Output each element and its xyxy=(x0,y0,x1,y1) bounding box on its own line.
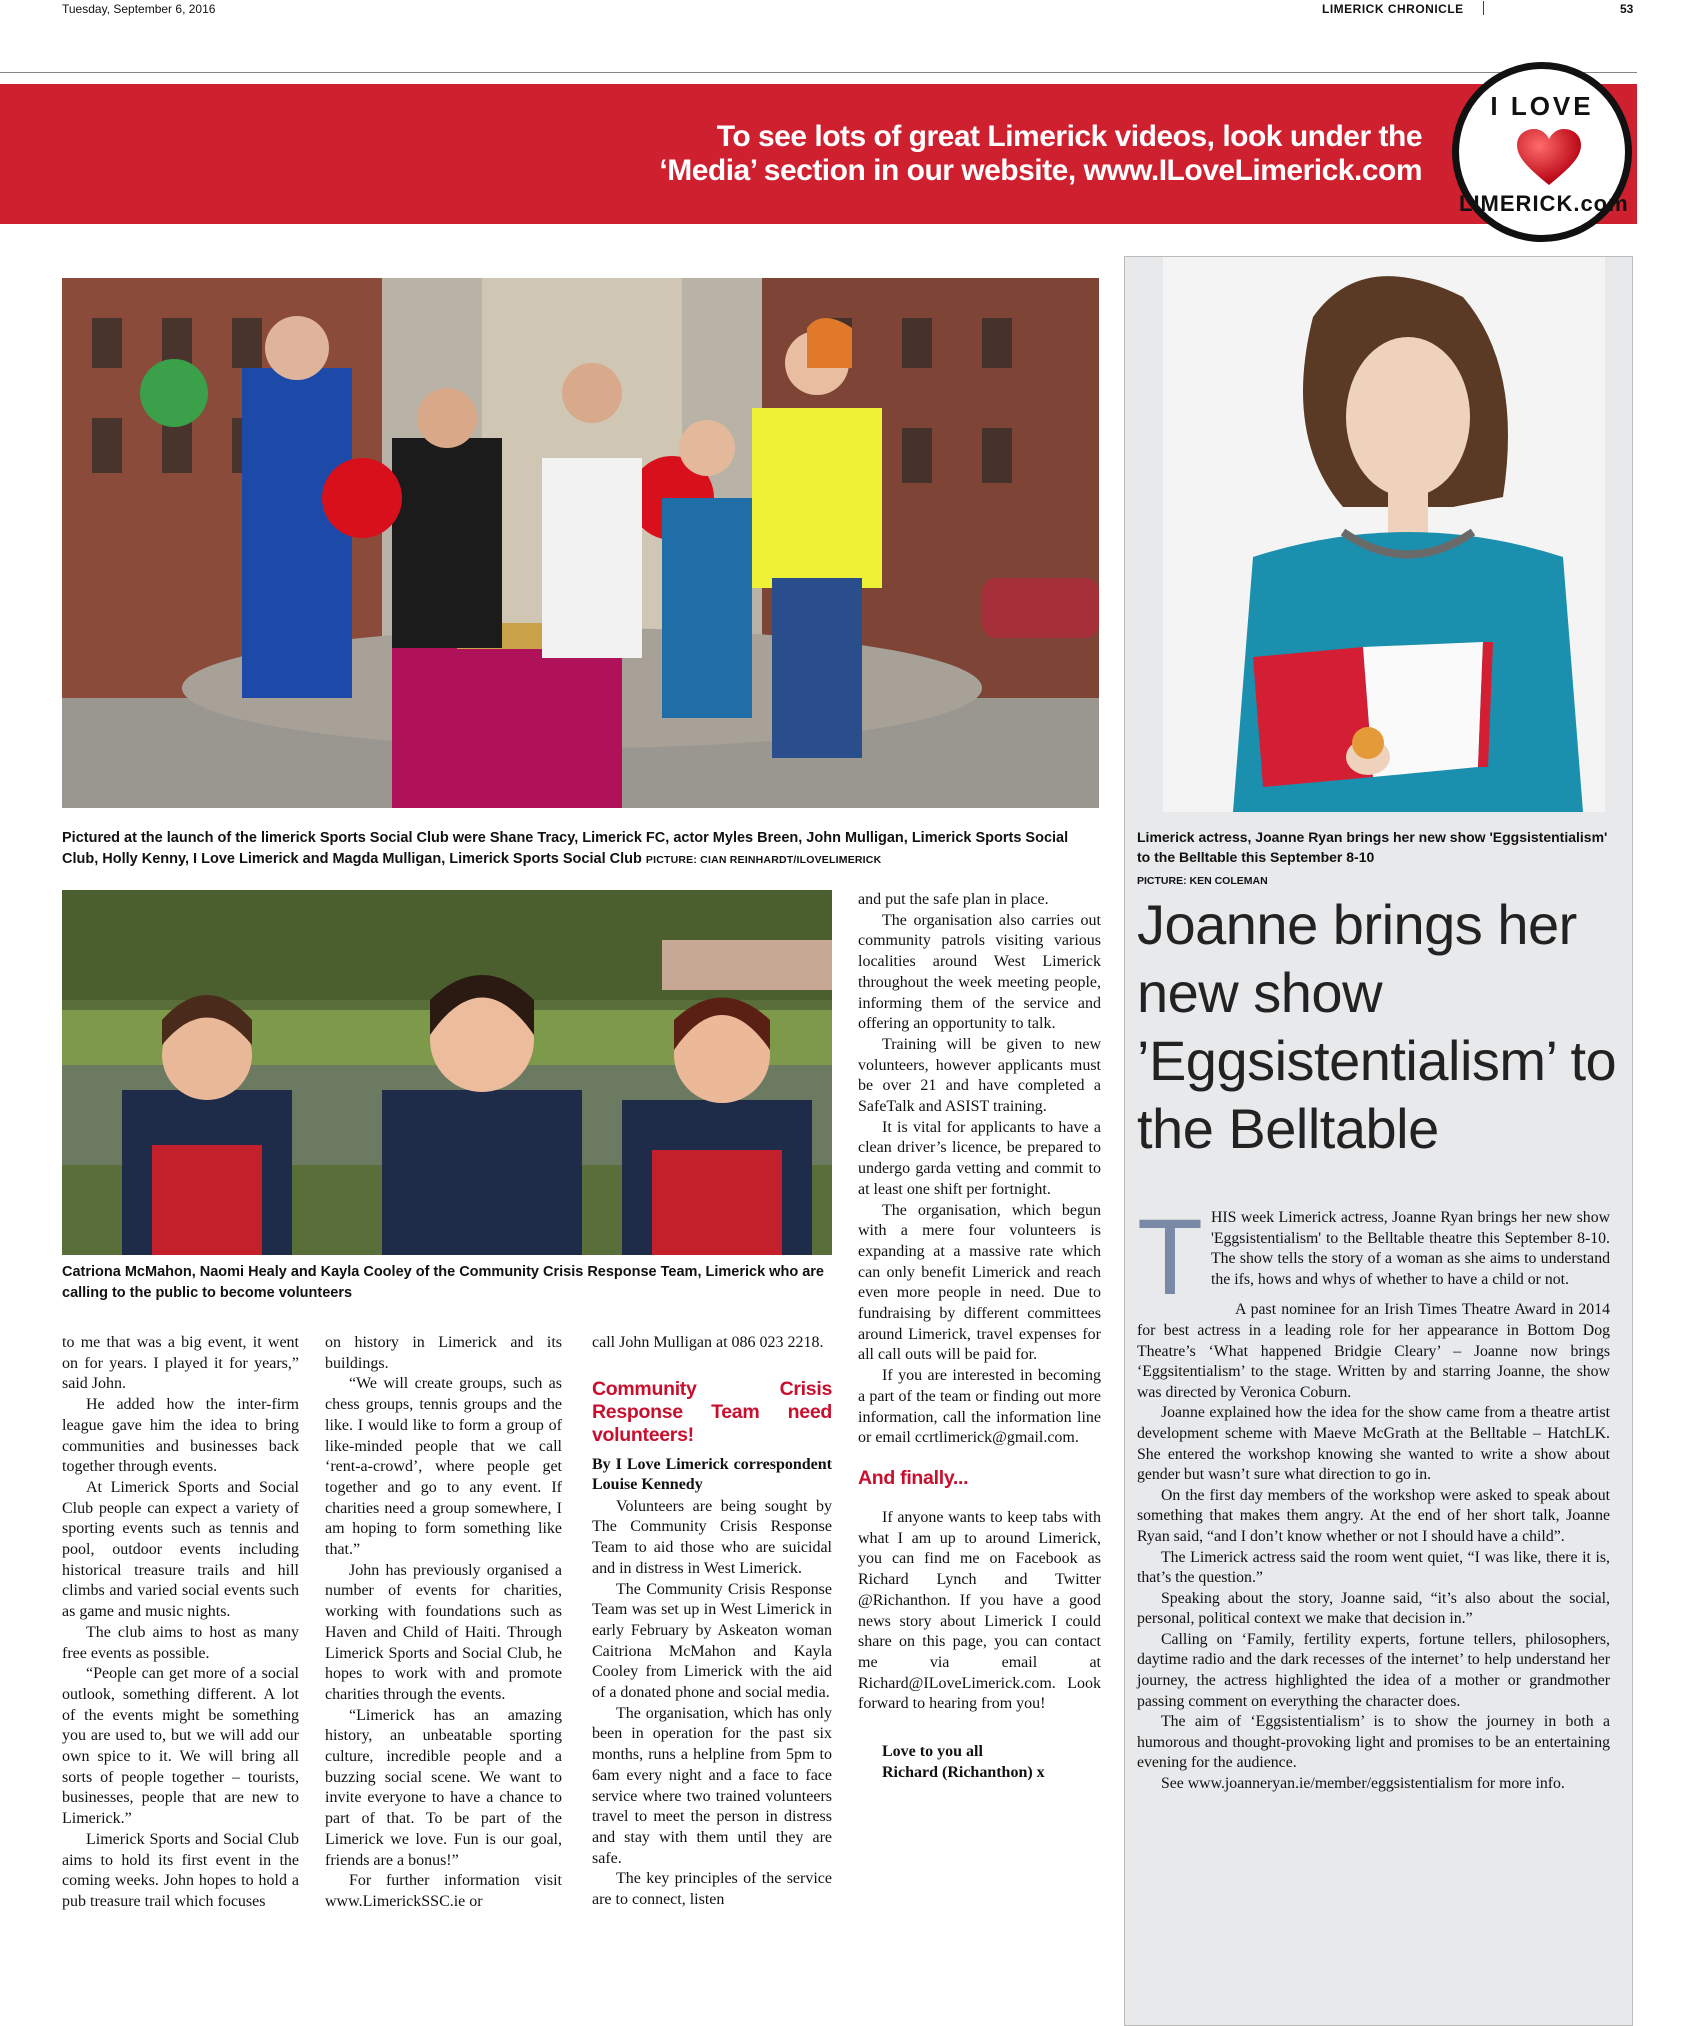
sports-club-photo xyxy=(62,278,1099,808)
paragraph: The organisation, which begun with a mere four volunteers is expanding at a massive rate which can only benefit Limerick and reach even more people in need. Due to fundraising by different committees around Limerick, travel expenses for all call outs will be paid for. xyxy=(858,1201,1101,1364)
paragraph: See www.joanneryan.ie/member/eggsistentialism for more info. xyxy=(1161,1775,1565,1793)
sign-off-line-2: Richard (Richanthon) x xyxy=(882,1764,1045,1782)
photo-credit: PICTURE: CIAN REINHARDT/ILOVELIMERICK xyxy=(645,854,882,866)
paragraph: At Limerick Sports and Social Club people can expect a variety of sporting events such as tennis and pool, outdoor events including historical treasure trails and hill climbs and varied social events such as game and music nights. xyxy=(62,1478,299,1621)
promo-banner xyxy=(0,84,1637,224)
drop-cap: T xyxy=(1137,1196,1203,1317)
banner-text xyxy=(422,120,1422,188)
paragraph: call John Mulligan at 086 023 2218. xyxy=(592,1334,824,1351)
paragraph: The Limerick actress said the room went quiet, “I was like, there it is, that’s the question.” xyxy=(1137,1548,1610,1587)
banner-line-1: To see lots of great Limerick videos, look under the xyxy=(716,120,1422,153)
and-finally-subhead: And finally... xyxy=(858,1466,969,1489)
page-header xyxy=(0,0,1683,20)
paragraph: John has previously organised a number of events for charities, working with foundations such as Haven and Child of Haiti. Through Limerick Sports and Social Club, he hopes to work with and promote charities through the events. xyxy=(325,1561,562,1703)
crisis-team-photo xyxy=(62,890,832,1255)
paragraph: The organisation, which has only been in operation for the past six months, runs a helpline from 5pm to 6am every night and a face to face service where two trained volunteers travel to meet the person in distress and stay with them until they are safe. xyxy=(592,1704,832,1867)
header-divider xyxy=(1483,1,1484,15)
paragraph: Volunteers are being sought by The Community Crisis Response Team to aid those who are suicidal and in distress in West Limerick. xyxy=(592,1497,832,1577)
paragraph: It is vital for applicants to have a clean driver’s licence, be prepared to undergo garda vetting and commit to at least one shift per fortnight. xyxy=(858,1118,1101,1198)
paragraph: For further information visit www.LimerickSSC.ie or xyxy=(325,1872,562,1910)
joanne-photo-credit: PICTURE: KEN COLEMAN xyxy=(1137,875,1268,887)
spacer xyxy=(1137,1290,1610,1300)
paragraph: The key principles of the service are to connect, listen xyxy=(592,1870,832,1909)
joanne-photo xyxy=(1163,257,1605,812)
article-column-1 xyxy=(62,1333,299,1913)
issue-date: Tuesday, September 6, 2016 xyxy=(62,2,216,16)
paragraph: If anyone wants to keep tabs with what I am up to around Limerick, you can find me on Facebook as Richard Lynch and Twitter @Richanthon. If you have a good news story about Limerick I could share on this page, you can contact me via email at Richard@ILoveLimerick.com. Look forward to hearing from you! xyxy=(858,1508,1101,1713)
paragraph: The Community Crisis Response Team was set up in West Limerick in early February by Askeaton woman Caitriona McMahon and Kayla Cooley from Limerick with the aid of a donated phone and social media. xyxy=(592,1580,832,1702)
paragraph: On the first day members of the workshop were asked to speak about something that makes them angry. At the end of her short talk, Joanne Ryan said, “and I don’t know whether or not I should have a child”. xyxy=(1137,1486,1610,1545)
paragraph: Speaking about the story, Joanne said, “it’s also about the social, personal, political context we make that decision in.” xyxy=(1137,1589,1610,1628)
paragraph: on history in Limerick and its buildings. xyxy=(325,1334,562,1372)
paragraph: The aim of ‘Eggsistentialism’ is to show the journey in both a humorous and thought-provoking light and promises to be an entertaining evening for the audience. xyxy=(1137,1713,1610,1772)
paragraph: Training will be given to new volunteers, however applicants must be over 21 and have completed a SafeTalk and ASIST training. xyxy=(858,1035,1101,1116)
sign-off-line-1: Love to you all xyxy=(882,1743,983,1761)
article-column-3 xyxy=(592,1333,832,1911)
joanne-article-body xyxy=(1137,1196,1610,1795)
paragraph: If you are interested in becoming a part of the team or finding out more information, call the information line or email ccrtlimerick@gmail.com. xyxy=(858,1367,1101,1447)
paragraph: to me that was a big event, it went on for years. I played it for years,” said John. xyxy=(62,1334,299,1393)
joanne-headline: Joanne brings her new show ’Eggsistentialism’ to the Belltable xyxy=(1137,893,1617,1160)
paragraph: He added how the inter-firm league gave him the idea to bring communities and businesses back together through events. xyxy=(62,1396,299,1476)
joanne-caption: Limerick actress, Joanne Ryan brings her new show 'Eggsistentialism' to the Belltable this September 8-10 xyxy=(1137,829,1608,865)
article-column-2 xyxy=(325,1333,562,1913)
paragraph: “Limerick has an amazing history, an unbeatable sporting culture, incredible people and a buzzing social scene. We want to invite everyone to have a chance to part of that. To be part of the Limerick we love. Fun is our goal, friends are a bonus!” xyxy=(325,1706,562,1869)
article-column-4 xyxy=(858,890,1101,1783)
paragraph: “People can get more of a social outlook, something different. A lot of the events might be something you are used to, but we will add our own spice to it. We will bring all sorts of people together – tourists, businesses, people that are new to Limerick.” xyxy=(62,1665,299,1828)
first-paragraph-text: HIS week Limerick actress, Joanne Ryan brings her new show 'Eggsistentialism' to the Belltable theatre this September 8-10. The show tells the story of a woman as she aims to understand the ifs, hows and whys of whether to have a child or not. xyxy=(1210,1209,1610,1288)
paragraph: A past nominee for an Irish Times Theatre Award in 2014 for best actress in a leading role for her appearance in Bottom Dog Theatre’s ‘What happened Bridgie Cleary’ – Joanne now brings ‘Eggsitentialism’ to the stage. Written by and starring Joanne, the show was directed by Veronica Coburn. xyxy=(1137,1301,1610,1401)
page-number: 53 xyxy=(1620,2,1634,16)
sign-off xyxy=(858,1741,1101,1783)
header-rule xyxy=(0,72,1637,73)
paragraph: Joanne explained how the idea for the show came from a theatre artist development scheme with Maeve McGrath at the Belltable – HatchLK. She entered the workshop knowing she wanted to write a show about gender but wasn’t sure what direction to go in. xyxy=(1137,1404,1610,1484)
paragraph: Calling on ‘Family, fertility experts, fortune tellers, philosophers, daytime radio and the dark recesses of the internet’ to help understand her journey, the actress highlighted the idea of a mother or grandmother passing comment on everything the character does. xyxy=(1137,1630,1610,1710)
paragraph: “We will create groups, such as chess groups, tennis groups and the like. I would like to form a group of like-minded people that we call ‘rent-a-crowd’, where people get together and go to any event. If charities need a group somewhere, I am hoping to form something like that.” xyxy=(325,1375,562,1559)
logo-top-text: I LOVE xyxy=(1490,91,1594,121)
i-love-limerick-logo xyxy=(1452,62,1632,242)
banner-line-2: ‘Media’ section in our website, www.ILoveLimerick.com xyxy=(659,154,1422,187)
paragraph: The organisation also carries out community patrols visiting various localities around West Limerick throughout the week meeting people, informing them of the service and offering an opportunity to talk. xyxy=(858,911,1101,1033)
paragraph: Limerick Sports and Social Club aims to hold its first event in the coming weeks. John hopes to hold a pub treasure trail which focuses xyxy=(62,1830,299,1910)
sports-club-caption xyxy=(62,828,1102,871)
joanne-sidebar xyxy=(1124,256,1633,2026)
heart-icon xyxy=(1517,129,1581,187)
crisis-team-subhead: Community Crisis Response Team need volunteers! xyxy=(592,1377,832,1446)
caption-text: Pictured at the launch of the limerick Sports Social Club were Shane Tracy, Limerick FC, actor Myles Breen, John Mulligan, Limerick Sports Social Club, Holly Kenny, I Love Limerick and Magda Mulligan, Limerick Sports Social Club xyxy=(62,830,1069,867)
byline: By I Love Limerick correspondent Louise Kennedy xyxy=(592,1455,832,1493)
newspaper-name: LIMERICK CHRONICLE xyxy=(1322,2,1464,16)
paragraph: The club aims to host as many free events as possible. xyxy=(62,1623,299,1662)
first-paragraph xyxy=(1137,1196,1610,1317)
crisis-team-caption: Catriona McMahon, Naomi Healy and Kayla Cooley of the Community Crisis Response Team, Limerick who are calling to the public to become volunteers xyxy=(62,1264,824,1301)
paragraph: and put the safe plan in place. xyxy=(858,891,1049,908)
logo-bottom-text: LIMERICK.com xyxy=(1459,191,1629,216)
